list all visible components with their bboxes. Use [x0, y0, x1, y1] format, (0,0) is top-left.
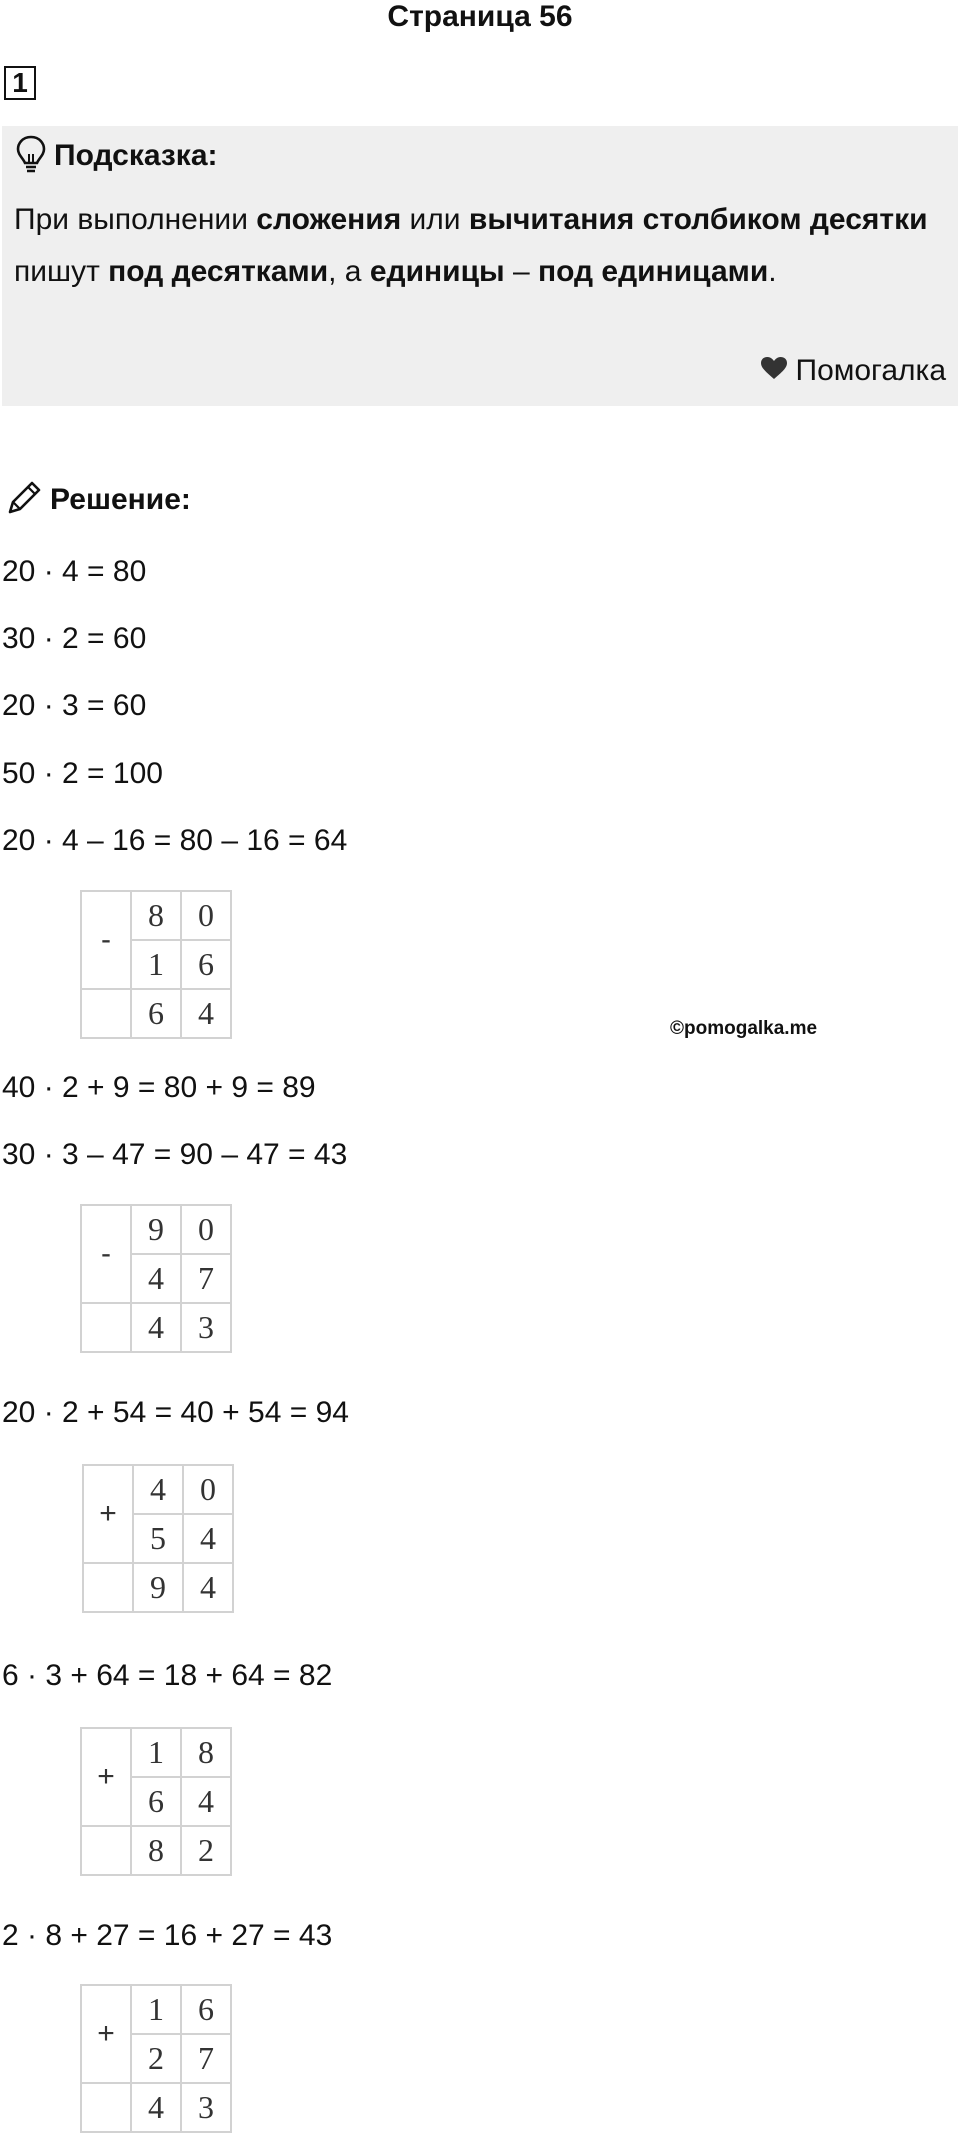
digit: 8 — [131, 1826, 181, 1875]
operator-sign: + — [83, 1465, 133, 1563]
solution-line: 50 · 2 = 100 — [2, 757, 163, 790]
digit: 4 — [131, 1303, 181, 1352]
hint-text-part: . — [768, 255, 777, 288]
digit: 0 — [183, 1465, 233, 1514]
operator-sign: + — [81, 1985, 131, 2083]
operator-sign: - — [81, 891, 131, 989]
hint-text-part: При выполнении — [14, 203, 257, 236]
page-title: Страница 56 — [387, 0, 573, 33]
heart-icon — [760, 354, 788, 388]
solution-line: 20 · 4 – 16 = 80 – 16 = 64 — [2, 824, 348, 857]
solution-line: 6 · 3 + 64 = 18 + 64 = 82 — [2, 1659, 333, 1692]
digit: 4 — [181, 989, 231, 1038]
digit: 4 — [131, 1254, 181, 1303]
solution-line: 30 · 3 – 47 = 90 – 47 = 43 — [2, 1138, 348, 1171]
digit: 7 — [181, 2034, 231, 2083]
hint-box — [2, 126, 958, 406]
solution-line: 20 · 3 = 60 — [2, 689, 147, 722]
digit: 6 — [131, 989, 181, 1038]
hint-text-part: – — [504, 255, 538, 288]
brand-label: Помогалка — [795, 354, 946, 387]
hint-bold-part: единицы — [369, 255, 505, 288]
digit: 4 — [131, 2083, 181, 2132]
empty-cell — [81, 989, 131, 1038]
digit: 2 — [131, 2034, 181, 2083]
digit: 4 — [183, 1563, 233, 1612]
digit: 6 — [181, 940, 231, 989]
watermark: ©pomogalka.me — [670, 1018, 818, 1039]
hint-text-part: , а — [328, 255, 370, 288]
operator-sign: + — [81, 1728, 131, 1826]
hint-bold-part: вычитания столбиком десятки — [468, 203, 928, 236]
solution-header — [4, 478, 191, 522]
digit: 4 — [183, 1514, 233, 1563]
column-calculation — [80, 890, 232, 1039]
digit: 9 — [133, 1563, 183, 1612]
solution-line: 30 · 2 = 60 — [2, 622, 147, 655]
hint-text-part: пишут — [14, 255, 109, 288]
digit: 2 — [181, 1826, 231, 1875]
digit: 1 — [131, 940, 181, 989]
lightbulb-icon — [14, 134, 48, 179]
digit: 1 — [131, 1728, 181, 1777]
column-calculation — [80, 1204, 232, 1353]
solution-line: 20 · 2 + 54 = 40 + 54 = 94 — [2, 1396, 349, 1429]
digit: 5 — [133, 1514, 183, 1563]
column-calculation — [80, 1984, 232, 2133]
column-calculation — [80, 1727, 232, 1876]
digit: 1 — [131, 1985, 181, 2034]
hint-bold-part: под единицами — [538, 255, 769, 288]
digit: 4 — [181, 1777, 231, 1826]
solution-line: 2 · 8 + 27 = 16 + 27 = 43 — [2, 1919, 333, 1952]
digit: 3 — [181, 1303, 231, 1352]
empty-cell — [83, 1563, 133, 1612]
digit: 0 — [181, 891, 231, 940]
hint-header — [14, 134, 218, 178]
hint-text-part: или — [401, 203, 469, 236]
pencil-icon — [4, 478, 44, 523]
digit: 7 — [181, 1254, 231, 1303]
digit: 6 — [181, 1985, 231, 2034]
empty-cell — [81, 1303, 131, 1352]
empty-cell — [81, 2083, 131, 2132]
digit: 8 — [181, 1728, 231, 1777]
operator-sign: - — [81, 1205, 131, 1303]
digit: 9 — [131, 1205, 181, 1254]
hint-text — [14, 194, 944, 298]
solution-line: 40 · 2 + 9 = 80 + 9 = 89 — [2, 1071, 316, 1104]
hint-label: Подсказка: — [54, 139, 218, 172]
solution-label: Решение: — [50, 483, 191, 516]
task-number: 1 — [4, 66, 36, 100]
column-calculation — [82, 1464, 234, 1613]
empty-cell — [81, 1826, 131, 1875]
digit: 6 — [131, 1777, 181, 1826]
digit: 4 — [133, 1465, 183, 1514]
hint-bold-part: сложения — [256, 203, 402, 236]
digit: 3 — [181, 2083, 231, 2132]
solution-line: 20 · 4 = 80 — [2, 555, 147, 588]
hint-bold-part: под десятками — [108, 255, 329, 288]
digit: 8 — [131, 891, 181, 940]
brand — [760, 354, 947, 388]
digit: 0 — [181, 1205, 231, 1254]
